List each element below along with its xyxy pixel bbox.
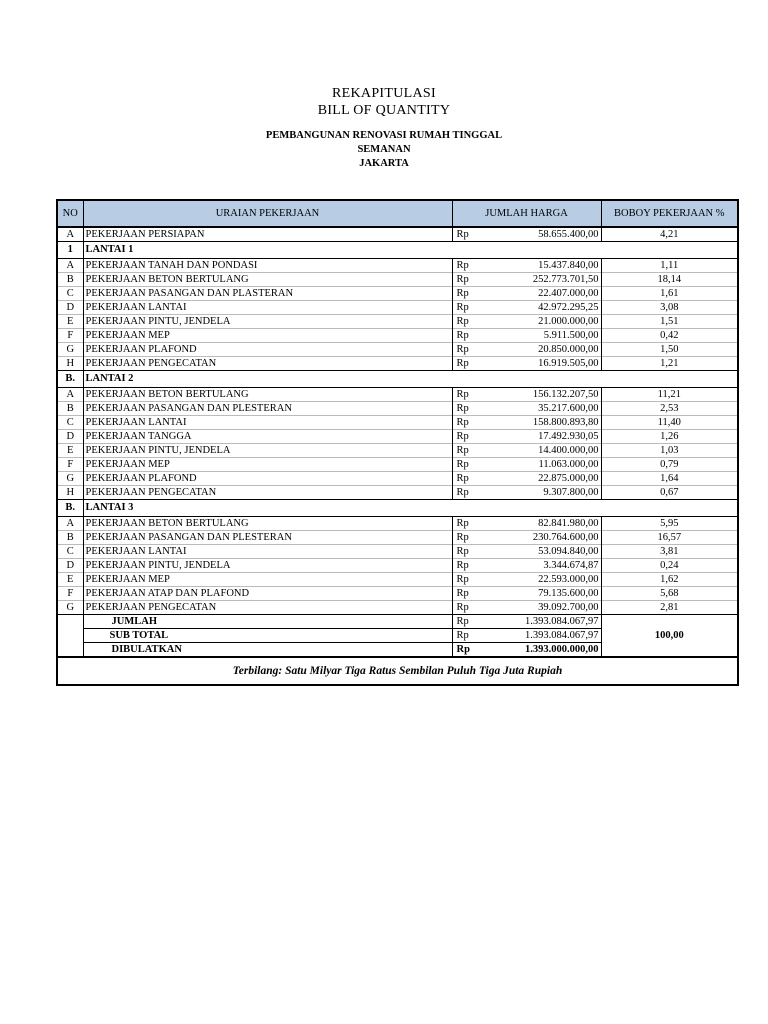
table-row <box>57 430 738 444</box>
row-description: PEKERJAAN LANTAI <box>83 416 452 430</box>
section-title: LANTAI 3 <box>83 500 738 517</box>
row-amount: 22.593.000,00 <box>512 573 601 587</box>
row-description: PEKERJAAN PINTU, JENDELA <box>83 444 452 458</box>
row-description: PEKERJAAN PINTU, JENDELA <box>83 559 452 573</box>
row-no: A <box>57 388 83 402</box>
project-name: PEMBANGUNAN RENOVASI RUMAH TINGGAL <box>265 130 503 141</box>
row-description: PEKERJAAN PENGECATAN <box>83 601 452 615</box>
row-currency: Rp <box>452 486 512 500</box>
row-currency: Rp <box>452 357 512 371</box>
row-description: PEKERJAAN MEP <box>83 329 452 343</box>
row-percentage: 18,14 <box>601 273 738 287</box>
jumlah-label: JUMLAH <box>83 615 452 629</box>
row-amount: 16.919.505,00 <box>512 357 601 371</box>
row-percentage: 1,62 <box>601 573 738 587</box>
row-percentage: 1,03 <box>601 444 738 458</box>
row-no: C <box>57 287 83 301</box>
row-description: PEKERJAAN BETON BERTULANG <box>83 517 452 531</box>
table-row <box>57 287 738 301</box>
section-header-row <box>57 371 738 388</box>
row-percentage: 0,79 <box>601 458 738 472</box>
row-description: PEKERJAAN ATAP DAN PLAFOND <box>83 587 452 601</box>
row-currency: Rp <box>452 559 512 573</box>
subtotal-currency: Rp <box>452 629 512 643</box>
document-subtitle: BILL OF QUANTITY <box>317 103 451 118</box>
table-row <box>57 444 738 458</box>
subtotal-amount: 1.393.084.067,97 <box>512 629 601 643</box>
row-amount: 79.135.600,00 <box>512 587 601 601</box>
row-currency: Rp <box>452 573 512 587</box>
table-row <box>57 486 738 500</box>
row-description: PEKERJAAN PERSIAPAN <box>83 227 452 242</box>
row-description: PEKERJAAN PLAFOND <box>83 343 452 357</box>
section-no: B. <box>57 371 83 388</box>
row-amount: 252.773.701,50 <box>512 273 601 287</box>
dibulatkan-no <box>57 643 83 658</box>
project-location-area: SEMANAN <box>357 144 411 155</box>
row-currency: Rp <box>452 287 512 301</box>
row-no: H <box>57 357 83 371</box>
table-row <box>57 343 738 357</box>
row-currency: Rp <box>452 301 512 315</box>
dibulatkan-label: DIBULATKAN <box>83 643 452 658</box>
row-description: PEKERJAAN TANGGA <box>83 430 452 444</box>
row-percentage: 0,42 <box>601 329 738 343</box>
jumlah-currency: Rp <box>452 615 512 629</box>
row-no: B <box>57 273 83 287</box>
total-percentage: 100,00 <box>601 615 738 658</box>
row-no: A <box>57 517 83 531</box>
table-row <box>57 388 738 402</box>
table-row <box>57 416 738 430</box>
header-description: URAIAN PEKERJAAN <box>83 200 452 227</box>
row-amount: 42.972.295,25 <box>512 301 601 315</box>
section-header-row <box>57 242 738 259</box>
row-currency: Rp <box>452 472 512 486</box>
row-currency: Rp <box>452 402 512 416</box>
total-no <box>57 615 83 629</box>
row-no: G <box>57 601 83 615</box>
row-description: PEKERJAAN PINTU, JENDELA <box>83 315 452 329</box>
row-no: C <box>57 416 83 430</box>
header-no: NO <box>57 200 83 227</box>
row-amount: 156.132.207,50 <box>512 388 601 402</box>
row-percentage: 1,61 <box>601 287 738 301</box>
row-no: A <box>57 227 83 242</box>
row-no: E <box>57 573 83 587</box>
row-no: D <box>57 430 83 444</box>
table-row <box>57 601 738 615</box>
row-amount: 20.850.000,00 <box>512 343 601 357</box>
row-currency: Rp <box>452 388 512 402</box>
row-amount: 39.092.700,00 <box>512 601 601 615</box>
project-location-city: JAKARTA <box>359 158 409 169</box>
row-amount: 5.911.500,00 <box>512 329 601 343</box>
table-row <box>57 273 738 287</box>
row-description: PEKERJAAN PLAFOND <box>83 472 452 486</box>
row-no: A <box>57 259 83 273</box>
row-percentage: 1,64 <box>601 472 738 486</box>
table-row <box>57 587 738 601</box>
row-description: PEKERJAAN PASANGAN DAN PLESTERAN <box>83 531 452 545</box>
row-percentage: 4,21 <box>601 227 738 242</box>
row-description: PEKERJAAN PENGECATAN <box>83 486 452 500</box>
row-description: PEKERJAAN LANTAI <box>83 545 452 559</box>
row-percentage: 1,50 <box>601 343 738 357</box>
row-description: PEKERJAAN BETON BERTULANG <box>83 273 452 287</box>
jumlah-amount: 1.393.084.067,97 <box>512 615 601 629</box>
row-currency: Rp <box>452 587 512 601</box>
row-no: F <box>57 329 83 343</box>
table-row <box>57 573 738 587</box>
row-percentage: 11,21 <box>601 388 738 402</box>
row-currency: Rp <box>452 430 512 444</box>
table-row <box>57 559 738 573</box>
row-currency: Rp <box>452 315 512 329</box>
section-title: LANTAI 1 <box>83 242 738 259</box>
row-no: G <box>57 343 83 357</box>
row-amount: 22.407.000,00 <box>512 287 601 301</box>
row-currency: Rp <box>452 517 512 531</box>
row-description: PEKERJAAN BETON BERTULANG <box>83 388 452 402</box>
row-no: D <box>57 559 83 573</box>
row-percentage: 1,51 <box>601 315 738 329</box>
row-currency: Rp <box>452 329 512 343</box>
dibulatkan-amount: 1.393.000.000,00 <box>512 643 601 658</box>
row-percentage: 2,81 <box>601 601 738 615</box>
terbilang-row <box>57 657 738 685</box>
row-currency: Rp <box>452 416 512 430</box>
row-currency: Rp <box>452 458 512 472</box>
table-row <box>57 545 738 559</box>
table-row <box>57 458 738 472</box>
subtotal-no <box>57 629 83 643</box>
row-percentage: 0,24 <box>601 559 738 573</box>
table-row <box>57 402 738 416</box>
subtotal-label: SUB TOTAL <box>83 629 452 643</box>
row-percentage: 1,11 <box>601 259 738 273</box>
row-no: E <box>57 444 83 458</box>
table-row <box>57 315 738 329</box>
row-amount: 230.764.600,00 <box>512 531 601 545</box>
row-no: B <box>57 402 83 416</box>
row-amount: 53.094.840,00 <box>512 545 601 559</box>
row-amount: 11.063.000,00 <box>512 458 601 472</box>
document-title: REKAPITULASI <box>332 86 436 101</box>
row-amount: 21.000.000,00 <box>512 315 601 329</box>
row-percentage: 3,81 <box>601 545 738 559</box>
section-no: 1 <box>57 242 83 259</box>
row-percentage: 0,67 <box>601 486 738 500</box>
table-row <box>57 517 738 531</box>
table-row <box>57 329 738 343</box>
row-amount: 3.344.674,87 <box>512 559 601 573</box>
row-amount: 82.841.980,00 <box>512 517 601 531</box>
row-amount: 15.437.840,00 <box>512 259 601 273</box>
section-title: LANTAI 2 <box>83 371 738 388</box>
row-no: H <box>57 486 83 500</box>
row-description: PEKERJAAN LANTAI <box>83 301 452 315</box>
bill-of-quantity-table <box>56 199 739 686</box>
row-no: D <box>57 301 83 315</box>
table-row <box>57 227 738 242</box>
row-no: G <box>57 472 83 486</box>
table-row <box>57 259 738 273</box>
row-description: PEKERJAAN MEP <box>83 573 452 587</box>
row-percentage: 11,40 <box>601 416 738 430</box>
total-row-jumlah <box>57 615 738 629</box>
amount-in-words: Terbilang: Satu Milyar Tiga Ratus Sembilan Puluh Tiga Juta Rupiah <box>57 657 738 685</box>
header-work-weight: BOBOY PEKERJAAN % <box>601 200 738 227</box>
row-description: PEKERJAAN PASANGAN DAN PLESTERAN <box>83 402 452 416</box>
table-row <box>57 301 738 315</box>
row-percentage: 16,57 <box>601 531 738 545</box>
row-currency: Rp <box>452 273 512 287</box>
table-header-row <box>57 200 738 227</box>
header-total-price: JUMLAH HARGA <box>452 200 601 227</box>
row-no: B <box>57 531 83 545</box>
table-row <box>57 472 738 486</box>
dibulatkan-currency: Rp <box>452 643 512 658</box>
row-description: PEKERJAAN TANAH DAN PONDASI <box>83 259 452 273</box>
row-percentage: 1,21 <box>601 357 738 371</box>
row-percentage: 3,08 <box>601 301 738 315</box>
row-amount: 14.400.000,00 <box>512 444 601 458</box>
table-row <box>57 531 738 545</box>
row-amount: 35.217.600,00 <box>512 402 601 416</box>
row-percentage: 5,68 <box>601 587 738 601</box>
section-no: B. <box>57 500 83 517</box>
row-no: C <box>57 545 83 559</box>
row-description: PEKERJAAN PENGECATAN <box>83 357 452 371</box>
row-currency: Rp <box>452 227 512 242</box>
row-description: PEKERJAAN PASANGAN DAN PLASTERAN <box>83 287 452 301</box>
row-amount: 158.800.893,80 <box>512 416 601 430</box>
table-body <box>57 227 738 685</box>
row-amount: 58.655.400,00 <box>512 227 601 242</box>
row-no: E <box>57 315 83 329</box>
row-description: PEKERJAAN MEP <box>83 458 452 472</box>
row-no: F <box>57 587 83 601</box>
row-currency: Rp <box>452 259 512 273</box>
row-amount: 9.307.800,00 <box>512 486 601 500</box>
row-amount: 17.492.930,05 <box>512 430 601 444</box>
row-currency: Rp <box>452 444 512 458</box>
row-currency: Rp <box>452 531 512 545</box>
row-percentage: 2,53 <box>601 402 738 416</box>
table-row <box>57 357 738 371</box>
row-currency: Rp <box>452 601 512 615</box>
row-currency: Rp <box>452 343 512 357</box>
row-percentage: 5,95 <box>601 517 738 531</box>
row-no: F <box>57 458 83 472</box>
row-percentage: 1,26 <box>601 430 738 444</box>
row-amount: 22.875.000,00 <box>512 472 601 486</box>
row-currency: Rp <box>452 545 512 559</box>
section-header-row <box>57 500 738 517</box>
